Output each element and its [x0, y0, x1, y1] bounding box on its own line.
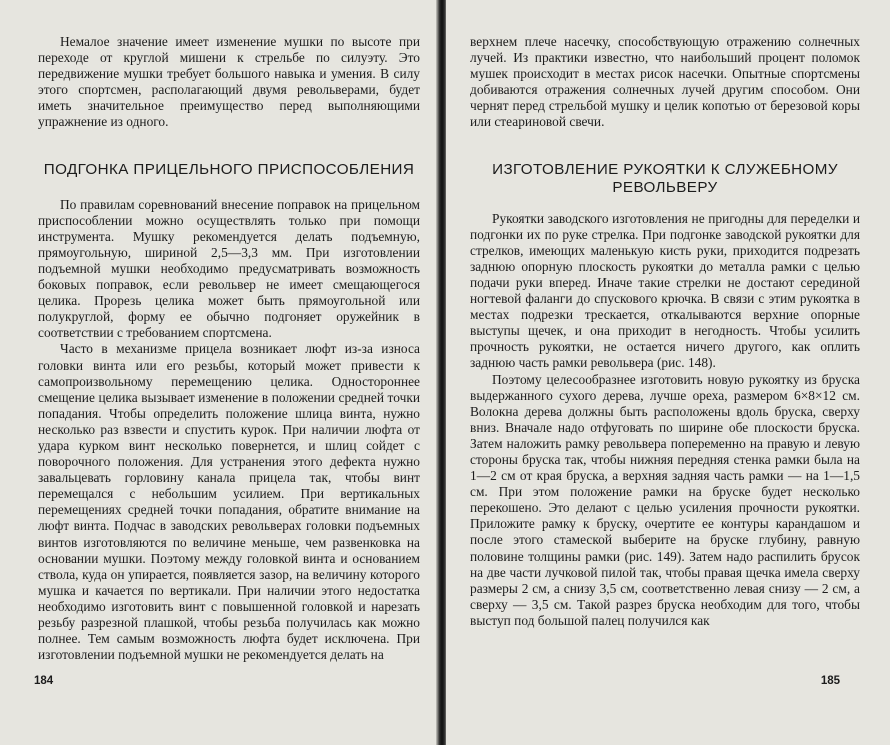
left-paragraph-1: По правилам соревнований внесение поправок на прицельном приспособлении можно осуществлять только при помощи инструмента. Мушку рекомендуется делать подъемную, прямоугольную, шириной 2,5—3,3 мм. При изготовлении подъемной мушки необходимо предусматривать возможность боковых поправок, если револьвер не имеет смещающегося целика. Прорезь целика может быть прямоугольной или полукруглой, форму ее обычно подгоняет оружейник в соответствии с требованием спортсмена. [38, 196, 420, 341]
right-continuation-paragraph: верхнем плече насечку, способствующую отражению солнечных лучей. Из практики известно, что наибольший процент поломок мушек происходит в местах рисок насечки. Опытные спортсмены добиваются отражения солнечных лучей другим способом. Они чернят перед стрельбой мушку и целик копотью от березовой коры или стеариновой свечи. [470, 34, 860, 130]
right-paragraph-2: Поэтому целесообразнее изготовить новую рукоятку из бруска выдержанного сухого дерева, лучше ореха, размером 6×8×12 см. Волокна дерева должны быть расположены вдоль бруска, сверху вниз. Вначале надо отфуговать по ширине обе плоскости бруска. Затем наложить рамку револьвера попеременно на правую и левую стороны бруска так, чтобы нижняя передняя стенка рамки была на 1—2 см от края бруска, а верхняя задняя часть рамки — на 1—1,5 см. При этом положение рамки на бруске будет несколько перекошено. Это делают с целью усиления прочности рукоятки. Приложите рамку к бруску, очертите ее контуры карандашом и после этого стамеской выберите на бруске глубину, равную половине толщины рамки (рис. 149). Затем надо распилить брусок на две части лучковой пилой так, чтобы правая щечка имела сверху размеры 2 см, а снизу 3,5 см, соответственно левая снизу — 2 см, а сверху — 3,5 см. Такой разрез бруска необходим для того, чтобы выступ под большой палец получился как [470, 371, 860, 628]
right-paragraph-1: Рукоятки заводского изготовления не пригодны для переделки и подгонки их по руке стрелка. При подгонке заводской рукоятки для стрелков, имеющих маленькую кисть руки, приходится подрезать заднюю опорную плоскость рукоятки до металла рамки с целью подачи руки вперед. Иначе такие стрелки не достают серединой ногтевой фаланги до спускового крючка. В связи с этим рукоятка в местах подрезки трескается, откалываются верхние опорные выступы щечек, и она приходит в негодность. Чтобы усилить прочность рукоятки, не остается ничего другого, как оплить заднюю часть рамки револьвера (рис. 148). [470, 210, 860, 371]
section-heading-sight-adjustment: ПОДГОНКА ПРИЦЕЛЬНОГО ПРИСПОСОБЛЕНИЯ [43, 160, 415, 178]
page-number-right: 185 [820, 675, 840, 687]
section-heading-grip-making: ИЗГОТОВЛЕНИЕ РУКОЯТКИ К СЛУЖЕБНОМУ РЕВОЛЬВЕРУ [492, 160, 838, 196]
left-intro-paragraph: Немалое значение имеет изменение мушки по высоте при переходе от круглой мишени к стрельбе по силуэту. Это передвижение мушки требует большого навыка и умения. В силу этого спортсмен, располагающий двумя револьверами, будет иметь значительное преимущество перед выполняющими упражнение из одного. [38, 34, 420, 130]
left-paragraph-2: Часто в механизме прицела возникает люфт из-за износа головки винта или его резьбы, который может привести к самопроизвольному перемещению целика. Одностороннее смещение целика вызывает изменение в положении средней точки попадания. Чтобы определить положение шлица винта, нужно несколько раз взвести и спустить курок. При наличии люфта от удара курком винт несколько повернется, и шлиц сойдет с поворочного положения. Для устранения этого дефекта нужно завальцевать горловину канала прицела так, чтобы винт перемещался с небольшим усилием. При вертикальных перемещениях средней точки попадания, обратите внимание на люфт винта. Подчас в заводских револьверах головки подъемных винтов изготовляются по величине меньше, чем развенковка на основании мушки. Поэтому между головкой винта и основанием ствола, куда он упирается, появляется зазор, на величину которого мушка и качается по вертикали. При наличии этого недостатка необходимо изготовить винт с повышенной головкой и нарезать резьбу разрезной плашкой, чтобы резьба получилась как можно полнее. Тем самым возможность люфта будет исключена. При изготовлении подъемной мушки не рекомендуется делать на [38, 341, 420, 663]
page-number-left: 184 [34, 675, 54, 687]
right-page [446, 0, 890, 745]
left-page [0, 0, 438, 745]
